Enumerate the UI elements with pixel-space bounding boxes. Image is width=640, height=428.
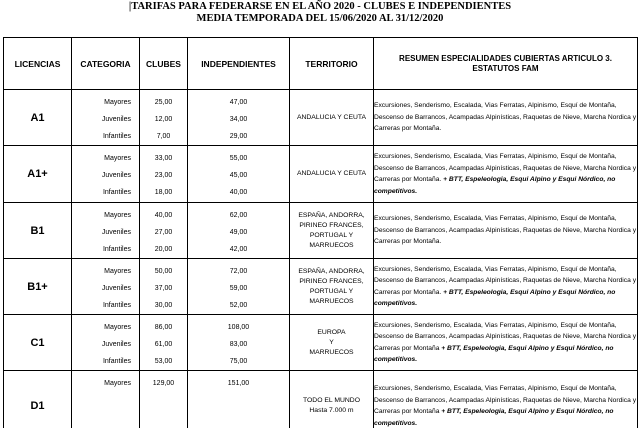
header-resumen — [374, 38, 638, 90]
territorio-line: ANDALUCIA Y CEUTA — [296, 170, 367, 177]
table-row — [4, 371, 638, 428]
territorio-line: MARRUECOS — [309, 348, 354, 356]
clubes-price-value: 25,00 — [154, 99, 173, 106]
categoria-cell — [72, 90, 140, 146]
categoria-cell — [72, 315, 140, 371]
categoria-value: Infantiles — [102, 189, 131, 196]
categoria-cell — [72, 146, 140, 203]
document-title — [0, 1, 640, 24]
table-row — [4, 203, 638, 259]
clubes-price-value: 61,00 — [154, 341, 173, 348]
resumen-text: Excursiones, Senderismo, Escalada, Vias Ferratas, Alpinismo, Esquí de Montaña, Descenso de Barrancos, Acampadas Alpinísticas, Raquetas de Nieve, Marcha Nordica y Carreras por Montaña — [374, 385, 637, 415]
resumen-extra-text: + BTT, Espeleologia, Esqui Alpino y Esqui Nórdico, no competitivos. — [374, 176, 616, 195]
resumen-cell — [374, 203, 638, 259]
clubes-price-cell — [140, 259, 188, 315]
independientes-price-value: 45,00 — [229, 172, 248, 179]
clubes-price-value: 12,00 — [154, 116, 173, 123]
independientes-price-value: 72,00 — [229, 268, 248, 275]
table-row — [4, 315, 638, 371]
territorio-line: ANDALUCIA Y CEUTA — [296, 113, 367, 121]
independientes-price-value: 55,00 — [229, 155, 248, 162]
tarifas-table — [3, 37, 638, 428]
independientes-price-value: 40,00 — [229, 189, 248, 196]
categoria-cell — [72, 371, 140, 428]
territorio-line: EUROPA — [317, 328, 346, 336]
independientes-price-cell — [188, 259, 290, 315]
resumen-extra-text: + BTT, Espeleologia, Esqui Alpino y Esqui Nórdico, no competitivos. — [374, 344, 614, 363]
categoria-value: Juveniles — [101, 285, 131, 292]
table-row — [4, 259, 638, 315]
categoria-value: Mayores — [104, 324, 131, 331]
resumen-cell — [374, 90, 638, 146]
territorio-line: TODO EL MUNDO — [302, 397, 361, 404]
territorio-line: ESPAÑA, ANDORRA, — [298, 211, 365, 219]
resumen-text: Excursiones, Senderismo, Escalada, Vias Ferratas, Alpinismo, Esquí de Montaña, Descenso de Barrancos, Acampadas Alpinísticas, Raquetas de Nieve, Marcha Nordica y Carreras por Montaña — [374, 321, 637, 352]
clubes-price-value: 129,00 — [152, 380, 175, 387]
table-body — [4, 90, 638, 428]
categoria-value: Infantiles — [102, 358, 131, 365]
clubes-price-cell — [140, 90, 188, 146]
categoria-cell — [72, 203, 140, 259]
clubes-price-cell — [140, 315, 188, 371]
independientes-price-value: 47,00 — [229, 99, 248, 106]
categoria-value: Mayores — [104, 380, 131, 387]
independientes-price-value: 42,00 — [229, 246, 248, 253]
clubes-price-cell — [140, 371, 188, 428]
licencia-cell: A1+ — [4, 146, 72, 203]
categoria-value: Juveniles — [101, 229, 131, 236]
clubes-price-value: 40,00 — [154, 212, 173, 219]
licencia-cell: D1 — [4, 371, 72, 428]
independientes-price-value: 59,00 — [229, 285, 248, 292]
header-resumen-line-2: ESTATUTOS FAM — [472, 63, 539, 73]
clubes-price-value: 7,00 — [156, 133, 171, 140]
header-territorio: TERRITORIO — [290, 38, 374, 90]
territorio-line: MARRUECOS — [309, 297, 354, 305]
territorio-cell — [290, 315, 374, 371]
licencia-cell: C1 — [4, 315, 72, 371]
resumen-text: Excursiones, Senderismo, Escalada, Vias Ferratas, Alpinismo, Esquí de Montaña, Descenso de Barrancos, Acampadas Alpinísticas, Raquetas de Nieve, Marcha Nordica y Carreras por Montaña. — [374, 265, 637, 296]
categoria-value: Juveniles — [101, 116, 131, 123]
clubes-price-cell — [140, 146, 188, 203]
title-line-1: |TARIFAS PARA FEDERARSE EN EL AÑO 2020 - CLUBES E INDEPENDIENTES — [128, 1, 512, 12]
territorio-cell — [290, 146, 374, 203]
territorio-line: PORTUGAL Y — [309, 231, 354, 239]
clubes-price-value: 33,00 — [154, 155, 173, 162]
territorio-cell — [290, 259, 374, 315]
header-categoria: CATEGORIA — [72, 38, 140, 90]
categoria-value: Infantiles — [102, 133, 131, 140]
independientes-price-value: 49,00 — [229, 229, 248, 236]
territorio-line: PORTUGAL Y — [309, 287, 354, 295]
resumen-cell — [374, 259, 638, 315]
categoria-value: Mayores — [104, 99, 131, 106]
territorio-line: MARRUECOS — [309, 241, 354, 249]
header-independientes: INDEPENDIENTES — [188, 38, 290, 90]
clubes-price-value: 27,00 — [154, 229, 173, 236]
resumen-cell — [374, 146, 638, 203]
table-row — [4, 90, 638, 146]
clubes-price-value: 50,00 — [154, 268, 173, 275]
categoria-value: Infantiles — [102, 246, 131, 253]
territorio-cell — [290, 371, 374, 428]
territorio-line: ESPAÑA, ANDORRA, — [298, 267, 365, 275]
territorio-cell — [290, 203, 374, 259]
categoria-cell — [72, 259, 140, 315]
resumen-text: Excursiones, Senderismo, Escalada, Vias Ferratas, Alpinismo, Esquí de Montaña, Descenso de Barrancos, Acampadas Alpinísticas, Raquetas de Nieve, Marcha Nordica y Carreras por Montaña. — [374, 102, 637, 133]
independientes-price-value: 83,00 — [229, 341, 248, 348]
categoria-value: Mayores — [104, 212, 131, 219]
resumen-cell — [374, 371, 638, 428]
territorio-line: PIRINEO FRANCES, — [299, 277, 364, 285]
independientes-price-value: 52,00 — [229, 302, 248, 309]
table-header-row — [4, 38, 638, 90]
independientes-price-cell — [188, 90, 290, 146]
independientes-price-value: 29,00 — [229, 133, 248, 140]
resumen-text: Excursiones, Senderismo, Escalada, Vias Ferratas, Alpinismo, Esquí de Montaña, Descenso de Barrancos, Acampadas Alpinísticas, Raquetas de Nieve, Marcha Nordica y Carreras por Montaña. — [374, 153, 637, 183]
independientes-price-cell — [188, 371, 290, 428]
clubes-price-value: 53,00 — [154, 358, 173, 365]
clubes-price-cell — [140, 203, 188, 259]
clubes-price-value: 20,00 — [154, 246, 173, 253]
independientes-price-value: 62,00 — [229, 212, 248, 219]
independientes-price-cell — [188, 203, 290, 259]
independientes-price-value: 151,00 — [227, 380, 250, 387]
categoria-value: Infantiles — [102, 302, 131, 309]
resumen-text: Excursiones, Senderismo, Escalada, Vias Ferratas, Alpinismo, Esquí de Montaña, Descenso de Barrancos, Acampadas Alpinísticas, Raquetas de Nieve, Marcha Nordica y Carreras por Montaña. — [374, 215, 637, 246]
territorio-line: Hasta 7.000 m — [309, 407, 354, 414]
territorio-line: Y — [329, 338, 334, 346]
categoria-value: Juveniles — [101, 172, 131, 179]
clubes-price-value: 37,00 — [154, 285, 173, 292]
table-row — [4, 146, 638, 203]
independientes-price-value: 34,00 — [229, 116, 248, 123]
resumen-extra-text: + BTT, Espeleologia, Esqui Alpino y Esqui Nórdico, no competitivos. — [374, 408, 614, 427]
header-resumen-line-1: RESUMEN ESPECIALIDADES CUBIERTAS ARTICULO 3. — [399, 53, 612, 63]
clubes-price-value: 18,00 — [154, 189, 173, 196]
independientes-price-value: 108,00 — [227, 324, 250, 331]
licencia-cell: A1 — [4, 90, 72, 146]
clubes-price-value: 86,00 — [154, 324, 173, 331]
categoria-value: Juveniles — [101, 341, 131, 348]
independientes-price-cell — [188, 146, 290, 203]
categoria-value: Mayores — [104, 268, 131, 275]
territorio-line: PIRINEO FRANCES, — [299, 221, 364, 229]
title-line-2: MEDIA TEMPORADA DEL 15/06/2020 AL 31/12/2020 — [196, 12, 444, 24]
resumen-cell — [374, 315, 638, 371]
header-clubes: CLUBES — [140, 38, 188, 90]
independientes-price-cell — [188, 315, 290, 371]
licencia-cell: B1+ — [4, 259, 72, 315]
clubes-price-value: 30,00 — [154, 302, 173, 309]
categoria-value: Mayores — [104, 155, 131, 162]
resumen-extra-text: + BTT, Espeleologia, Esqui Alpino y Esqui Nórdico, no competitivos. — [374, 288, 616, 307]
clubes-price-value: 23,00 — [154, 172, 173, 179]
independientes-price-value: 75,00 — [229, 358, 248, 365]
territorio-cell — [290, 90, 374, 146]
header-licencias: LICENCIAS — [4, 38, 72, 90]
licencia-cell: B1 — [4, 203, 72, 259]
